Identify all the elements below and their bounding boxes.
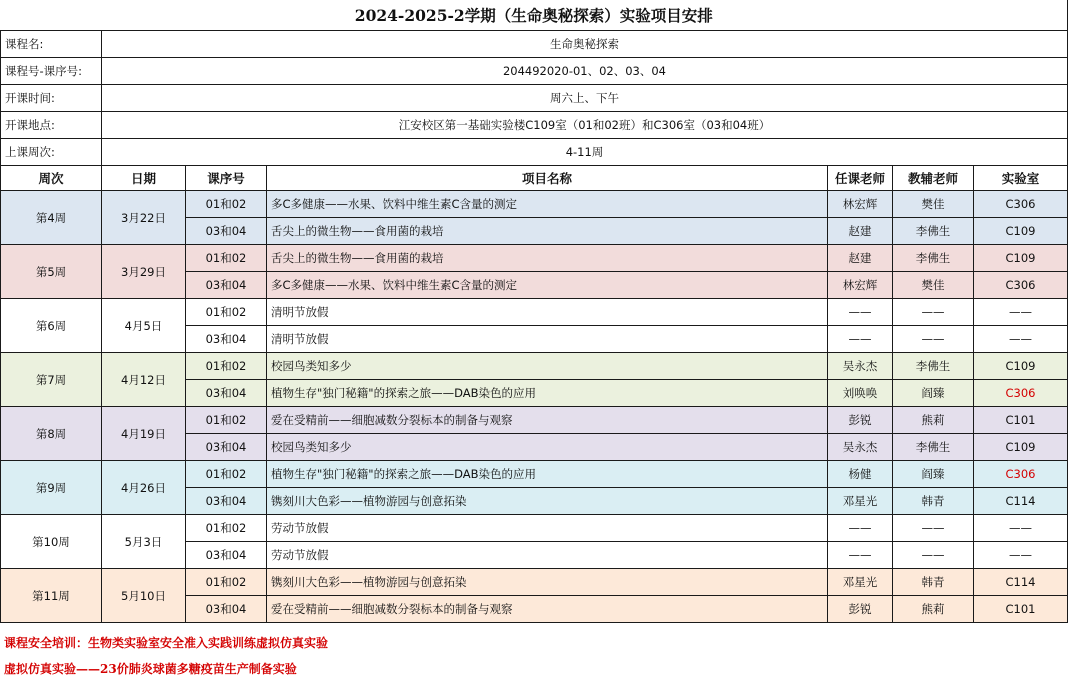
column-header: 周次	[1, 166, 102, 191]
assistant-cell: 韩青	[893, 488, 974, 515]
lab-cell: C306	[974, 461, 1068, 488]
page-title: 2024-2025-2学期（生命奥秘探索）实验项目安排	[1, 0, 1068, 31]
teacher-cell: 赵建	[828, 218, 893, 245]
week-cell: 第9周	[1, 461, 102, 515]
table-row	[1, 245, 1068, 272]
safety-training-note: 课程安全培训：生物类实验室安全准入实践训练虚拟仿真实验	[4, 636, 329, 650]
project-cell: 多C多健康——水果、饮料中维生素C含量的测定	[267, 272, 828, 299]
section-cell: 01和02	[186, 461, 267, 488]
info-label: 上课周次:	[1, 139, 102, 166]
column-header: 日期	[102, 166, 186, 191]
week-cell: 第4周	[1, 191, 102, 245]
info-label: 课程号-课序号:	[1, 58, 102, 85]
week-cell: 第7周	[1, 353, 102, 407]
info-row	[1, 85, 1068, 112]
teacher-cell: 吴永杰	[828, 434, 893, 461]
assistant-cell: 李佛生	[893, 353, 974, 380]
info-value: 204492020-01、02、03、04	[102, 58, 1068, 85]
notes-block	[4, 630, 328, 682]
project-cell: 校园鸟类知多少	[267, 434, 828, 461]
teacher-cell: 邓星光	[828, 488, 893, 515]
lab-cell: C109	[974, 353, 1068, 380]
lab-cell: C101	[974, 596, 1068, 623]
info-row	[1, 58, 1068, 85]
section-cell: 03和04	[186, 380, 267, 407]
info-row	[1, 112, 1068, 139]
project-cell: 舌尖上的微生物——食用菌的栽培	[267, 218, 828, 245]
section-cell: 03和04	[186, 272, 267, 299]
table-row	[1, 569, 1068, 596]
section-cell: 01和02	[186, 407, 267, 434]
lab-cell: C114	[974, 569, 1068, 596]
project-cell: 植物生存"独门秘籍"的探索之旅——DAB染色的应用	[267, 380, 828, 407]
section-cell: 03和04	[186, 488, 267, 515]
teacher-cell: 彭锐	[828, 596, 893, 623]
section-cell: 01和02	[186, 353, 267, 380]
info-label: 开课地点:	[1, 112, 102, 139]
section-cell: 01和02	[186, 191, 267, 218]
project-cell: 清明节放假	[267, 299, 828, 326]
column-header: 教辅老师	[893, 166, 974, 191]
section-cell: 01和02	[186, 569, 267, 596]
project-cell: 劳动节放假	[267, 515, 828, 542]
teacher-cell: ——	[828, 326, 893, 353]
project-cell: 镌刻川大色彩——植物游园与创意拓染	[267, 488, 828, 515]
section-cell: 01和02	[186, 245, 267, 272]
lab-cell: C109	[974, 434, 1068, 461]
lab-cell: C306	[974, 380, 1068, 407]
lab-cell: C101	[974, 407, 1068, 434]
lab-cell: C109	[974, 218, 1068, 245]
date-cell: 4月5日	[102, 299, 186, 353]
section-cell: 03和04	[186, 326, 267, 353]
week-cell: 第6周	[1, 299, 102, 353]
assistant-cell: 熊莉	[893, 407, 974, 434]
teacher-cell: ——	[828, 299, 893, 326]
info-row	[1, 31, 1068, 58]
project-cell: 爱在受精前——细胞减数分裂标本的制备与观察	[267, 407, 828, 434]
teacher-cell: 刘唤唤	[828, 380, 893, 407]
assistant-cell: 李佛生	[893, 218, 974, 245]
lab-cell: ——	[974, 542, 1068, 569]
teacher-cell: 赵建	[828, 245, 893, 272]
section-cell: 01和02	[186, 515, 267, 542]
assistant-cell: 韩青	[893, 569, 974, 596]
info-value: 周六上、下午	[102, 85, 1068, 112]
column-header: 项目名称	[267, 166, 828, 191]
assistant-cell: 樊佳	[893, 272, 974, 299]
section-cell: 01和02	[186, 299, 267, 326]
table-row	[1, 515, 1068, 542]
teacher-cell: 吴永杰	[828, 353, 893, 380]
assistant-cell: 阎臻	[893, 461, 974, 488]
project-cell: 校园鸟类知多少	[267, 353, 828, 380]
assistant-cell: ——	[893, 542, 974, 569]
section-cell: 03和04	[186, 434, 267, 461]
project-cell: 清明节放假	[267, 326, 828, 353]
assistant-cell: 樊佳	[893, 191, 974, 218]
assistant-cell: ——	[893, 299, 974, 326]
info-label: 开课时间:	[1, 85, 102, 112]
table-row	[1, 191, 1068, 218]
virtual-sim-note: 虚拟仿真实验——23价肺炎球菌多糖疫苗生产制备实验	[4, 662, 297, 676]
assistant-cell: ——	[893, 515, 974, 542]
assistant-cell: 李佛生	[893, 434, 974, 461]
lab-cell: ——	[974, 299, 1068, 326]
teacher-cell: 邓星光	[828, 569, 893, 596]
lab-cell: ——	[974, 515, 1068, 542]
lab-cell: C306	[974, 272, 1068, 299]
info-value: 生命奥秘探索	[102, 31, 1068, 58]
table-row	[1, 461, 1068, 488]
teacher-cell: 杨健	[828, 461, 893, 488]
teacher-cell: ——	[828, 515, 893, 542]
assistant-cell: ——	[893, 326, 974, 353]
project-cell: 爱在受精前——细胞减数分裂标本的制备与观察	[267, 596, 828, 623]
project-cell: 镌刻川大色彩——植物游园与创意拓染	[267, 569, 828, 596]
lab-cell: ——	[974, 326, 1068, 353]
date-cell: 4月19日	[102, 407, 186, 461]
info-value: 4-11周	[102, 139, 1068, 166]
info-value: 江安校区第一基础实验楼C109室（01和02班）和C306室（03和04班）	[102, 112, 1068, 139]
week-cell: 第8周	[1, 407, 102, 461]
assistant-cell: 阎臻	[893, 380, 974, 407]
section-cell: 03和04	[186, 596, 267, 623]
lab-cell: C306	[974, 191, 1068, 218]
column-header: 课序号	[186, 166, 267, 191]
date-cell: 3月22日	[102, 191, 186, 245]
project-cell: 多C多健康——水果、饮料中维生素C含量的测定	[267, 191, 828, 218]
project-cell: 劳动节放假	[267, 542, 828, 569]
date-cell: 4月12日	[102, 353, 186, 407]
teacher-cell: 彭锐	[828, 407, 893, 434]
lab-cell: C114	[974, 488, 1068, 515]
section-cell: 03和04	[186, 218, 267, 245]
header-row	[1, 166, 1068, 191]
table-row	[1, 407, 1068, 434]
date-cell: 5月10日	[102, 569, 186, 623]
section-cell: 03和04	[186, 542, 267, 569]
assistant-cell: 李佛生	[893, 245, 974, 272]
table-row	[1, 353, 1068, 380]
project-cell: 舌尖上的微生物——食用菌的栽培	[267, 245, 828, 272]
week-cell: 第5周	[1, 245, 102, 299]
date-cell: 5月3日	[102, 515, 186, 569]
teacher-cell: 林宏辉	[828, 272, 893, 299]
info-label: 课程名:	[1, 31, 102, 58]
table-row	[1, 299, 1068, 326]
week-cell: 第10周	[1, 515, 102, 569]
date-cell: 4月26日	[102, 461, 186, 515]
assistant-cell: 熊莉	[893, 596, 974, 623]
column-header: 任课老师	[828, 166, 893, 191]
week-cell: 第11周	[1, 569, 102, 623]
column-header: 实验室	[974, 166, 1068, 191]
project-cell: 植物生存"独门秘籍"的探索之旅——DAB染色的应用	[267, 461, 828, 488]
teacher-cell: 林宏辉	[828, 191, 893, 218]
teacher-cell: ——	[828, 542, 893, 569]
info-row	[1, 139, 1068, 166]
date-cell: 3月29日	[102, 245, 186, 299]
lab-cell: C109	[974, 245, 1068, 272]
